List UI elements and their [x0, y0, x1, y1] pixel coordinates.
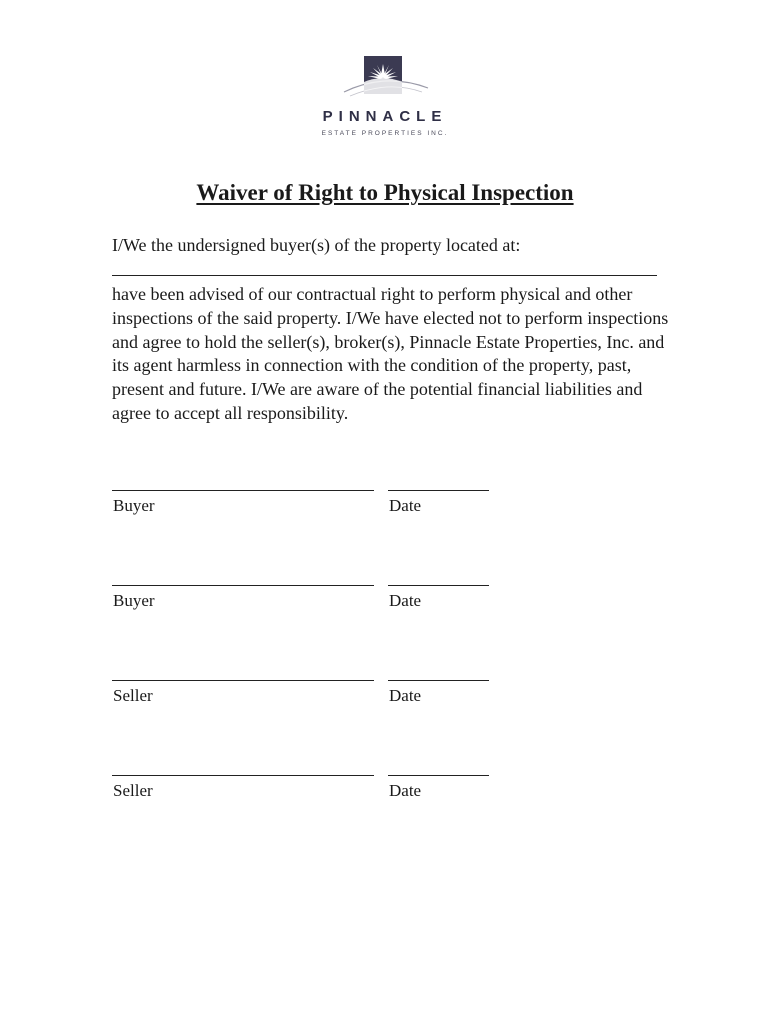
signature-block [112, 775, 512, 815]
signature-line[interactable] [112, 680, 374, 681]
signature-label: Seller [113, 686, 153, 705]
signature-line[interactable] [112, 585, 374, 586]
document-title: Waiver of Right to Physical Inspection [196, 180, 574, 205]
signature-block [112, 680, 512, 720]
date-label: Date [389, 496, 422, 515]
property-address-line[interactable] [112, 275, 657, 276]
signature-block [112, 490, 512, 530]
logo-subtitle: ESTATE PROPERTIES INC. [321, 130, 449, 137]
signature-label: Buyer [113, 496, 155, 515]
date-line[interactable] [388, 585, 489, 586]
intro-text: I/We the undersigned buyer(s) of the property located at: [112, 235, 521, 255]
company-logo [300, 52, 470, 142]
signature-block [112, 585, 512, 625]
date-label: Date [389, 781, 422, 800]
logo-name: PINNACLE [322, 108, 448, 125]
signature-label: Buyer [113, 591, 155, 610]
signature-line[interactable] [112, 775, 374, 776]
signature-label: Seller [113, 781, 153, 800]
date-label: Date [389, 686, 422, 705]
signature-line[interactable] [112, 490, 374, 491]
date-line[interactable] [388, 680, 489, 681]
date-label: Date [389, 591, 422, 610]
date-line[interactable] [388, 490, 489, 491]
waiver-paragraph: have been advised of our contractual right to perform physical and other inspections of the said property. I/We have elected not to perform inspections and agree to hold the seller(s), broker(s), Pinnacle Estate Properties, Inc. and its agent harmless in connection with the condition of the property, past, present and future. I/We are aware of the potential financial liabilities and agree to accept all responsibility. [112, 284, 669, 423]
date-line[interactable] [388, 775, 489, 776]
pinnacle-star-icon [300, 52, 470, 112]
